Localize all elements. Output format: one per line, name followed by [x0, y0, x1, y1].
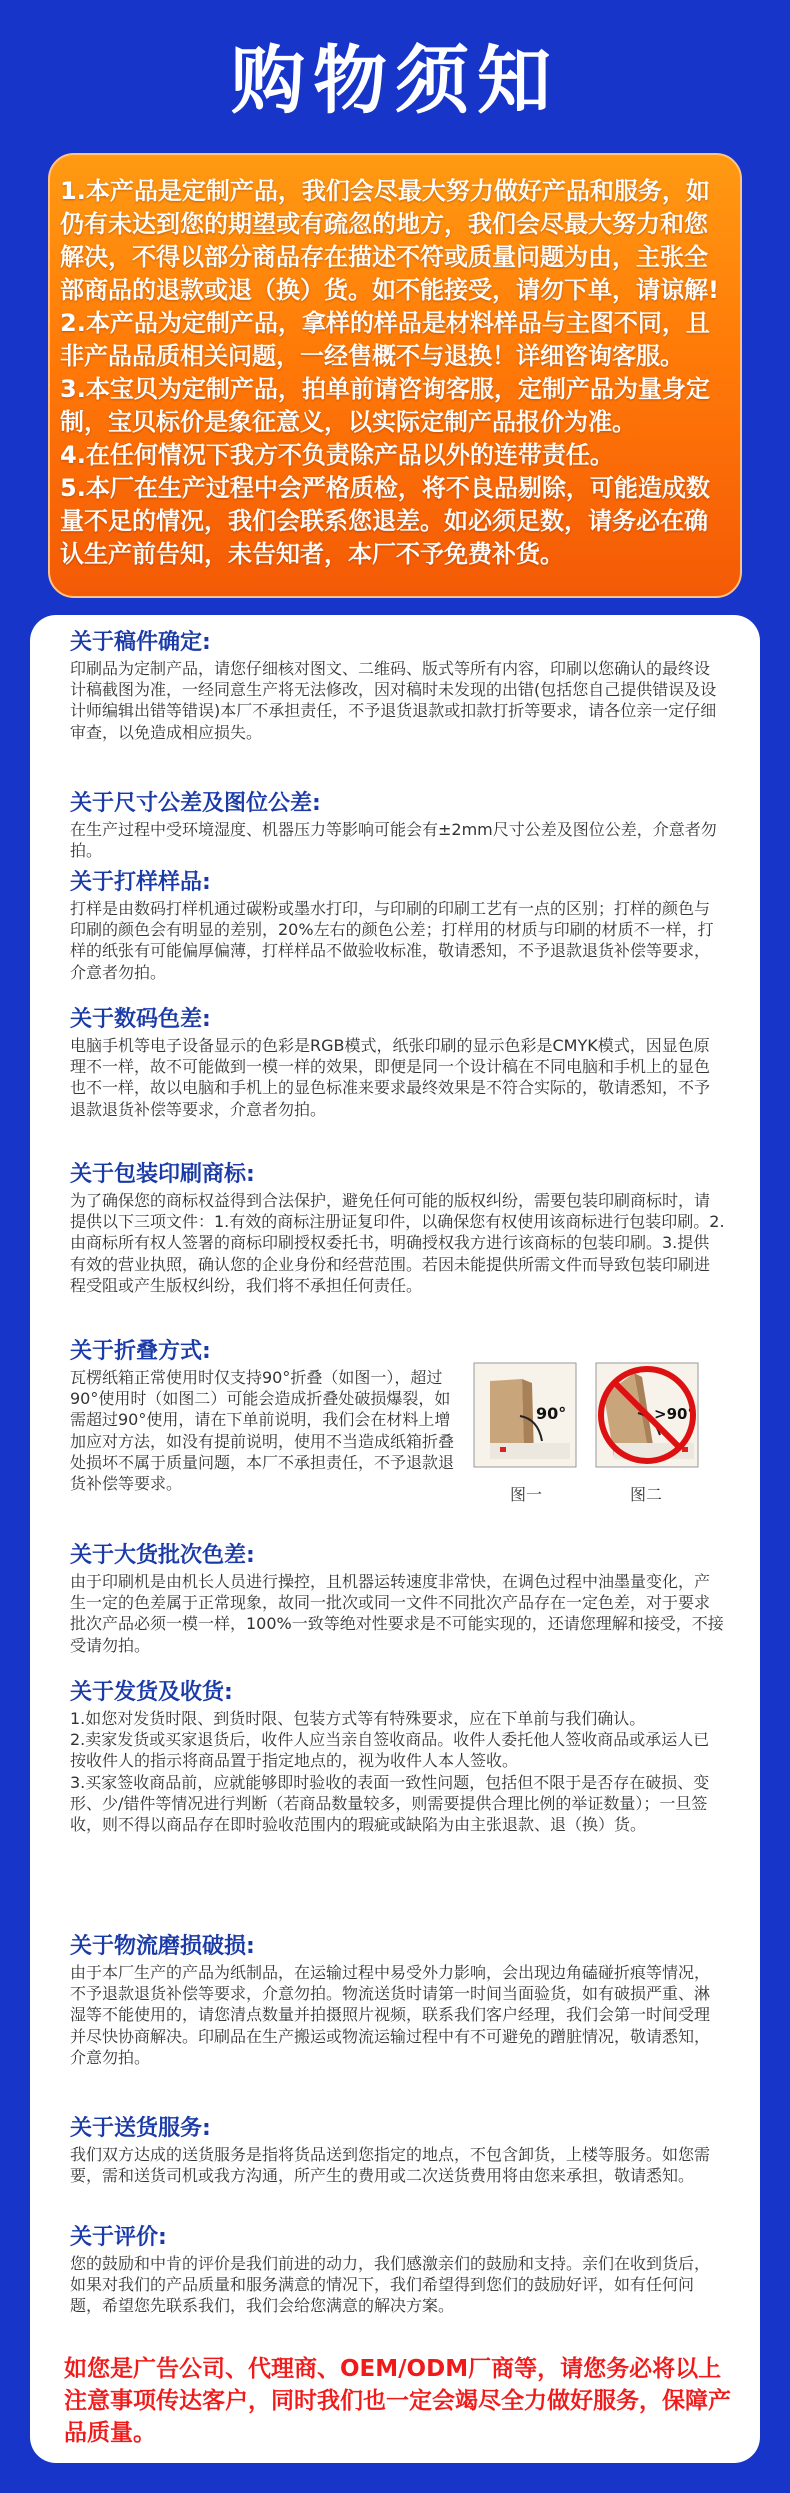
section-title: 关于发货及收货: — [70, 1680, 233, 1705]
section-shipping — [70, 1678, 725, 1835]
folding-figures — [472, 1361, 702, 1515]
section-size-tolerance — [70, 789, 725, 861]
section-batch-color — [70, 1541, 725, 1656]
section-title: 关于数码色差: — [70, 1007, 211, 1032]
notice-item: 3.本宝贝为定制产品，拍单前请咨询客服，定制产品为量身定制，宝贝标价是象征意义，以实际定制产品报价为准。 — [60, 375, 710, 436]
section-title: 关于包装印刷商标: — [70, 1162, 255, 1187]
section-title: 关于送货服务: — [70, 2116, 211, 2141]
section-body: 3.买家签收商品前，应就能够即时验收的表面一致性问题，包括但不限于是否存在破损、变形、少/错件等情况进行判断（若商品数量较多，则需要提供合理比例的举证数量）；一旦签收，则不得以商品存在即时验收范围内的瑕疵或缺陷为由主张退款、退（换）货。 — [70, 1772, 710, 1835]
section-title: 关于物流磨损破损: — [70, 1934, 255, 1959]
section-body: 印刷品为定制产品，请您仔细核对图文、二维码、版式等所有内容，印刷以您确认的最终设计稿截图为准，一经同意生产将无法修改，因对稿时未发现的出错(包括您自己提供错误及设计师编辑出错等错误)本厂不承担责任，不予退货退款或扣款打折等要求，请各位亲一定仔细审查，以免造成相应损失。 — [70, 659, 717, 742]
section-title: 关于折叠方式: — [70, 1339, 211, 1364]
section-body: 我们双方达成的送货服务是指将货品送到您指定的地点，不包含卸货，上楼等服务。如您需要，需和送货司机或我方沟通，所产生的费用或二次送货费用将由您来承担，敬请悉知。 — [70, 2145, 711, 2186]
notice-item: 1.本产品是定制产品，我们会尽最大努力做好产品和服务，如仍有未达到您的期望或有疏忽的地方，我们会尽最大努力和您解决，不得以部分商品存在描述不符或质量问题为由，主张全部商品的退款或退（换）货。如不能接受，请勿下单，请谅解! — [60, 177, 719, 304]
page-title: 购物须知 — [231, 38, 559, 124]
figure-2-over-90-degree-fold — [596, 1363, 698, 1467]
final-note: 如您是广告公司、代理商、OEM/ODM厂商等，请您务必将以上注意事项传达客户，同时我们也一定会竭尽全力做好服务，保障产品质量。 — [64, 2356, 731, 2446]
section-delivery-service — [70, 2114, 725, 2186]
section-title: 关于大货批次色差: — [70, 1543, 255, 1568]
figure-1-caption: 图一 — [510, 1485, 543, 1504]
section-draft-confirmation — [70, 628, 725, 743]
section-title: 关于稿件确定: — [70, 630, 211, 655]
section-body: 打样是由数码打样机通过碳粉或墨水打印，与印刷的印刷工艺有一点的区别；打样的颜色与印刷的颜色会有明显的差别，20%左右的颜色公差；打样用的材质与印刷的材质不一样，打样的纸张有可能偏厚偏薄，打样样品不做验收标准，敬请悉知，不予退款退货补偿等要求，介意者勿拍。 — [70, 899, 714, 982]
section-digital-color — [70, 1005, 725, 1120]
section-body: 2.卖家发货或买家退货后，收件人应当亲自签收商品。收件人委托他人签收商品或承运人已按收件人的指示将商品置于指定地点的，视为收件人本人签收。 — [70, 1730, 710, 1771]
figure-2-angle-label: >90° — [654, 1405, 695, 1423]
section-body: 在生产过程中受环境湿度、机器压力等影响可能会有±2mm尺寸公差及图位公差，介意者勿拍。 — [70, 820, 717, 861]
figure-2-caption: 图二 — [630, 1485, 663, 1504]
notice-item: 2.本产品为定制产品，拿样的样品是材料样品与主图不同，且非产品品质相关问题，一经售概不与退换！详细咨询客服。 — [60, 309, 710, 370]
section-body: 由于本厂生产的产品为纸制品，在运输过程中易受外力影响，会出现边角磕碰折痕等情况，不予退款退货补偿等要求，介意勿拍。物流送货时请第一时间当面验货，如有破损严重、淋湿等不能使用的，请您清点数量并拍摄照片视频，联系我们客户经理，我们会第一时间受理并尽快协商解决。印刷品在生产搬运或物流运输过程中有不可避免的蹭脏情况，敬请悉知，介意勿拍。 — [70, 1963, 711, 2067]
figure-1-90-degree-fold — [474, 1363, 576, 1467]
section-trademark — [70, 1160, 725, 1296]
section-logistics-damage — [70, 1932, 725, 2068]
section-reviews — [70, 2223, 725, 2317]
section-body: 瓦楞纸箱正常使用时仅支持90°折叠（如图一），超过90°使用时（如图二）可能会造成折叠处破损爆裂，如需超过90°使用，请在下单前说明，我们会在材料上增加应对方法，如没有提前说明，使用不当造成纸箱折叠处损坏不属于质量问题，本厂不承担责任，不予退款退货补偿等要求。 — [70, 1368, 455, 1494]
section-title: 关于尺寸公差及图位公差: — [70, 791, 321, 816]
figure-1-angle-label: 90° — [536, 1404, 567, 1423]
section-title: 关于评价: — [70, 2225, 167, 2250]
notice-item: 4.在任何情况下我方不负责除产品以外的连带责任。 — [60, 441, 614, 469]
section-title: 关于打样样品: — [70, 870, 211, 895]
section-body: 电脑手机等电子设备显示的色彩是RGB模式，纸张印刷的显示色彩是CMYK模式，因显色原理不一样，故不可能做到一模一样的效果，即便是同一个设计稿在不同电脑和手机上的显色也不一样，故以电脑和手机上的显色标准来要求最终效果是不符合实际的，敬请悉知，不予退款退货补偿等要求，介意者勿拍。 — [70, 1036, 711, 1119]
folding-illustrations — [472, 1361, 702, 1511]
notice-item: 5.本厂在生产过程中会严格质检，将不良品剔除，可能造成数量不足的情况，我们会联系您退差。如必须足数，请务必在确认生产前告知，未告知者，本厂不予免费补货。 — [60, 474, 710, 568]
section-body: 您的鼓励和中肯的评价是我们前进的动力，我们感激亲们的鼓励和支持。亲们在收到货后，如果对我们的产品质量和服务满意的情况下，我们希望得到您们的鼓励好评，如有任何问题，希望您先联系我们，我们会给您满意的解决方案。 — [70, 2254, 711, 2316]
notice-box — [48, 153, 742, 598]
section-proof-sample — [70, 868, 725, 983]
section-body: 由于印刷机是由机长人员进行操控，且机器运转速度非常快，在调色过程中油墨量变化，产生一定的色差属于正常现象，故同一批次或同一文件不同批次产品存在一定色差，对于要求批次产品必须一模一样，100%一致等绝对性要求是不可能实现的，还请您理解和接受，不接受请勿拍。 — [70, 1572, 724, 1655]
section-body: 为了确保您的商标权益得到合法保护，避免任何可能的版权纠纷，需要包装印刷商标时，请提供以下三项文件：1.有效的商标注册证复印件，以确保您有权使用该商标进行包装印刷。2.由商标所有权人签署的商标印刷授权委托书，明确授权我方进行该商标的包装印刷。3.提供有效的营业执照，确认您的企业身份和经营范围。若因未能提供所需文件而导致包装印刷进程受阻或产生版权纠纷，我们将不承担任何责任。 — [70, 1191, 725, 1295]
section-body: 1.如您对发货时限、到货时限、包装方式等有特殊要求，应在下单前与我们确认。 — [70, 1709, 646, 1728]
